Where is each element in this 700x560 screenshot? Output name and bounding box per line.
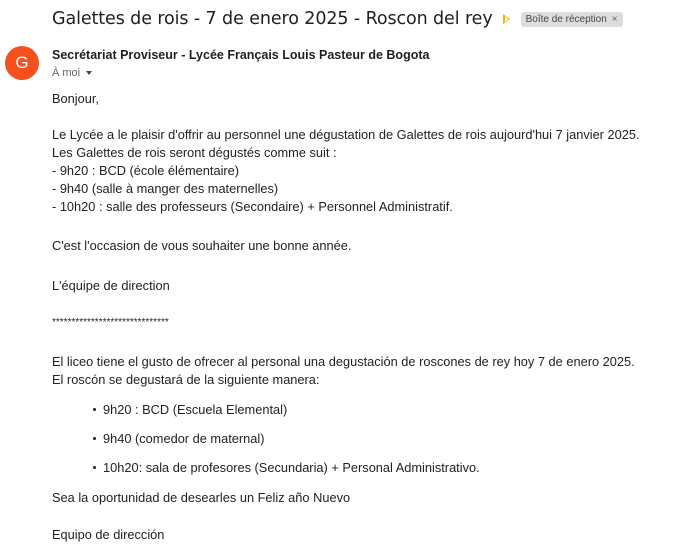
fr-schedule-item: - 9h20 : BCD (école élémentaire) (52, 163, 240, 178)
bullet-icon (93, 466, 96, 469)
es-schedule-item-text: 9h40 (comedor de maternal) (103, 431, 265, 446)
fr-paragraph-line: Les Galettes de rois seront dégustés comme suit : (52, 145, 337, 160)
es-paragraph-line: El roscón se degustará de la siguiente manera: (52, 372, 320, 387)
importance-marker-icon[interactable] (503, 14, 510, 24)
sender-avatar[interactable]: G (5, 46, 39, 80)
email-subject: Galettes de rois - 7 de enero 2025 - Roscon del rey (52, 9, 493, 29)
fr-schedule-item: - 9h40 (salle à manger des maternelles) (52, 181, 279, 196)
es-schedule-item (93, 431, 264, 447)
es-wishes: Sea la oportunidad de desearles un Feliz año Nuevo (52, 490, 351, 505)
recipient-label: À moi (52, 67, 81, 79)
es-schedule-item (93, 402, 287, 418)
fr-wishes: C'est l'occasion de vous souhaiter une bonne année. (52, 238, 352, 253)
bullet-icon (93, 408, 96, 411)
remove-label-icon[interactable]: × (611, 13, 618, 25)
fr-paragraph-line: Le Lycée a le plaisir d'offrir au personnel une dégustation de Galettes de rois aujourd'hui 7 janvier 2025. (52, 127, 640, 142)
fr-schedule-item: - 10h20 : salle des professeurs (Secondaire) + Personnel Administratif. (52, 199, 453, 214)
fr-signature: L'équipe de direction (52, 278, 170, 293)
sender-name[interactable]: Secrétariat Proviseur - Lycée Français Louis Pasteur de Bogota (52, 48, 430, 62)
es-schedule-item-text: 9h20 : BCD (Escuela Elemental) (103, 402, 288, 417)
es-paragraph-line: El liceo tiene el gusto de ofrecer al personal una degustación de roscones de rey hoy 7 de enero 2025. (52, 354, 635, 369)
es-signature: Equipo de dirección (52, 527, 165, 542)
recipient-details-toggle[interactable] (52, 67, 92, 79)
greeting: Bonjour, (52, 91, 99, 106)
separator-line: ****************************** (52, 317, 169, 328)
chevron-down-icon[interactable] (86, 71, 92, 75)
inbox-label-text: Boîte de réception (525, 13, 607, 25)
es-schedule-item-text: 10h20: sala de profesores (Secundaria) + Personal Administrativo. (103, 460, 480, 475)
bullet-icon (93, 437, 96, 440)
es-schedule-item (93, 460, 480, 476)
inbox-label-chip[interactable] (521, 12, 623, 27)
subject-row (52, 6, 623, 32)
